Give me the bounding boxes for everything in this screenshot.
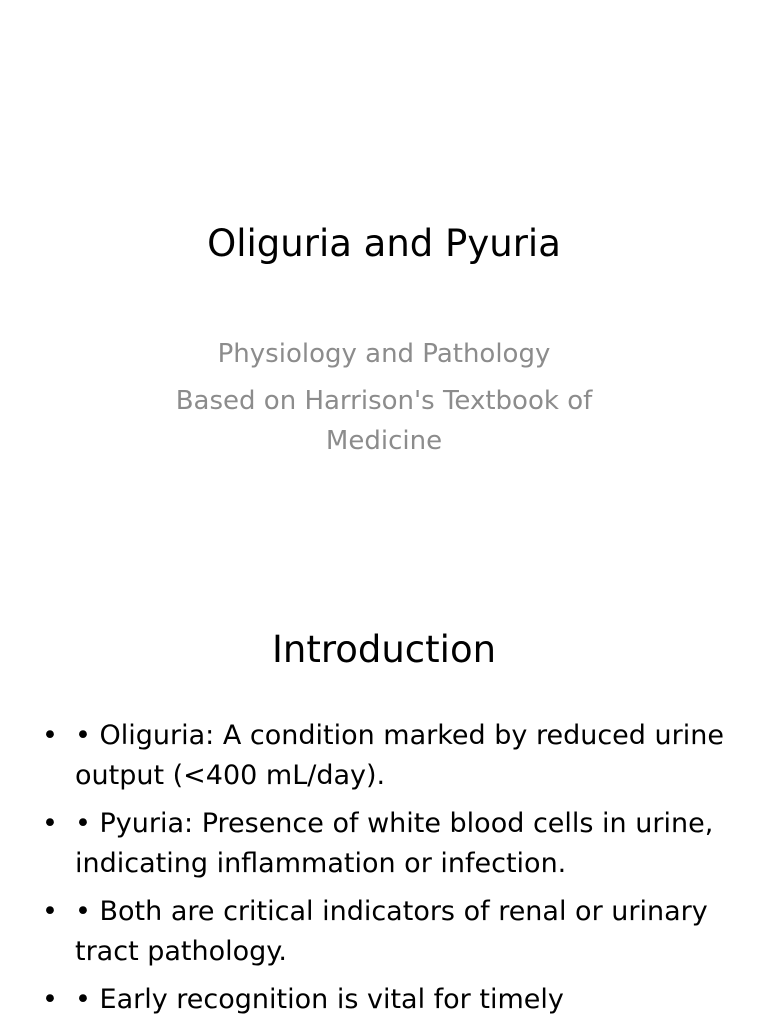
- slide-title: Introduction: [271, 628, 497, 671]
- slide-title: Oliguria and Pyuria: [207, 222, 561, 265]
- subtitle-line: Physiology and Pathology: [217, 339, 551, 369]
- bullet-item: [42, 716, 732, 796]
- bullet-text: • Early recognition is vital for timely: [75, 984, 564, 1015]
- bullet-text: • Oliguria: A condition marked by reduced urine output (<400 mL/day).: [75, 720, 724, 791]
- bullet-item: [42, 892, 732, 972]
- bullet-list: [42, 716, 732, 1024]
- bullet-glyph: •: [42, 984, 58, 1015]
- content-slide: [0, 576, 768, 1024]
- subtitle-line: Based on Harrison's Textbook of Medicine: [175, 386, 593, 456]
- bullet-item: [42, 804, 732, 884]
- bullet-glyph: •: [42, 720, 58, 751]
- bullet-item: [42, 980, 732, 1020]
- bullet-text: • Pyuria: Presence of white blood cells in urine, indicating inflammation or infection.: [75, 808, 714, 879]
- bullet-text: • Both are critical indicators of renal or urinary tract pathology.: [75, 896, 708, 967]
- slide-subtitle: [134, 334, 634, 468]
- bullet-glyph: •: [42, 808, 58, 839]
- bullet-glyph: •: [42, 896, 58, 927]
